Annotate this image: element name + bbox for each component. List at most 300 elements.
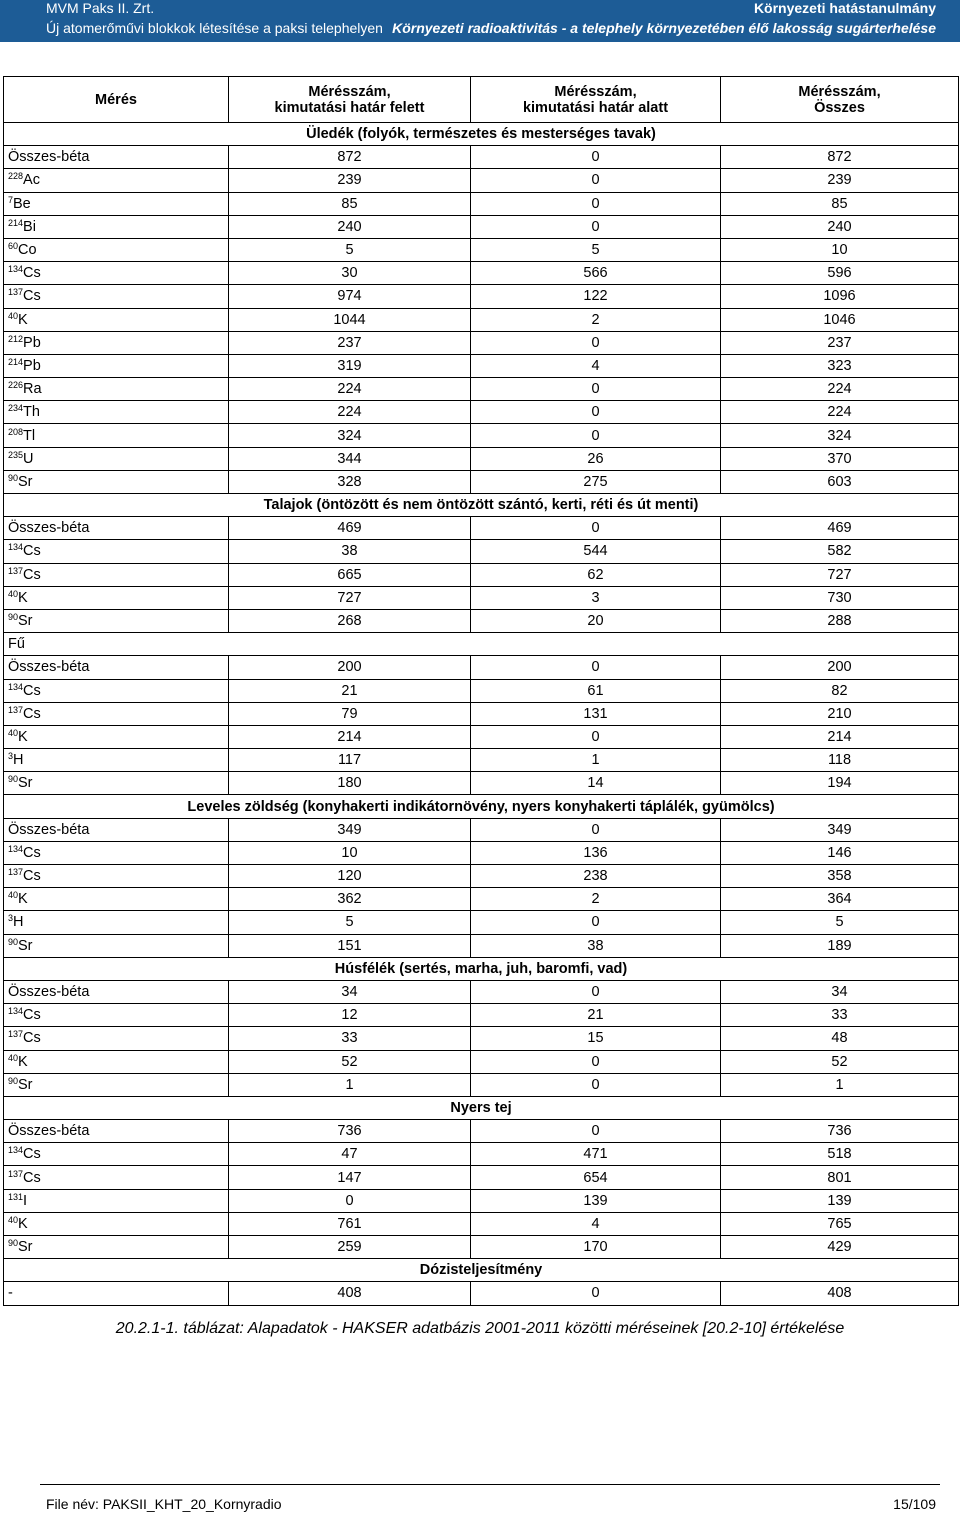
count-below-cell: 0 (471, 1282, 721, 1305)
header-chapter: Környezeti radioaktivitás - a telephely környezetében élő lakosság sugárterhelése (392, 20, 936, 36)
nuclide-cell (4, 818, 229, 841)
count-below-cell: 61 (471, 679, 721, 702)
table-row (4, 1004, 959, 1027)
count-total-cell: 469 (721, 517, 959, 540)
table-row (4, 1212, 959, 1235)
table-row (4, 470, 959, 493)
section-header-row (4, 123, 959, 146)
table-row (4, 262, 959, 285)
count-total-cell: 370 (721, 447, 959, 470)
nuclide-symbol: Tl (23, 427, 36, 444)
count-total-cell: 240 (721, 215, 959, 238)
table-row (4, 609, 959, 632)
table-row (4, 1143, 959, 1166)
nuclide-symbol: Ra (23, 381, 42, 398)
nuclide-cell (4, 354, 229, 377)
nuclide-symbol: Ac (23, 172, 40, 189)
col-header-measure: Mérés (4, 77, 229, 123)
mass-number: 134 (8, 843, 24, 854)
table-row (4, 980, 959, 1003)
table-row (4, 354, 959, 377)
section-title: Nyers tej (4, 1096, 959, 1119)
mass-number: 40 (8, 1052, 19, 1063)
count-above-cell: 727 (229, 586, 471, 609)
count-below-cell: 0 (471, 517, 721, 540)
nuclide-symbol: K (18, 1215, 28, 1232)
table-row (4, 424, 959, 447)
table-row (4, 841, 959, 864)
nuclide-cell (4, 656, 229, 679)
count-below-cell: 544 (471, 540, 721, 563)
count-above-cell: 349 (229, 818, 471, 841)
count-above-cell: 0 (229, 1189, 471, 1212)
count-above-cell: 319 (229, 354, 471, 377)
nuclide-cell (4, 911, 229, 934)
nuclide-symbol: Pb (23, 334, 41, 351)
mass-number: 3 (8, 913, 14, 924)
nuclide-symbol: - (8, 1285, 13, 1302)
table-row (4, 1120, 959, 1143)
count-below-cell: 0 (471, 980, 721, 1003)
table-row (4, 702, 959, 725)
mass-number: 235 (8, 449, 24, 460)
count-total-cell: 52 (721, 1050, 959, 1073)
count-total-cell: 10 (721, 238, 959, 261)
count-above-cell: 665 (229, 563, 471, 586)
mass-number: 60 (8, 241, 19, 252)
count-below-cell: 0 (471, 1050, 721, 1073)
count-total-cell: 288 (721, 609, 959, 632)
nuclide-cell (4, 1027, 229, 1050)
table-row (4, 192, 959, 215)
count-total-cell: 596 (721, 262, 959, 285)
nuclide-cell (4, 401, 229, 424)
count-above-cell: 5 (229, 238, 471, 261)
nuclide-symbol: K (18, 891, 28, 908)
nuclide-symbol: Th (23, 404, 40, 421)
count-below-cell: 238 (471, 865, 721, 888)
table-row (4, 865, 959, 888)
count-below-cell: 4 (471, 354, 721, 377)
nuclide-cell (4, 262, 229, 285)
count-above-cell: 736 (229, 1120, 471, 1143)
mass-number: 137 (8, 704, 24, 715)
mass-number: 134 (8, 681, 24, 692)
nuclide-cell (4, 1073, 229, 1096)
table-row (4, 749, 959, 772)
mass-number: 212 (8, 333, 24, 344)
nuclide-symbol: Cs (23, 1169, 41, 1186)
nuclide-symbol: H (13, 752, 24, 769)
nuclide-cell (4, 1120, 229, 1143)
count-total-cell: 730 (721, 586, 959, 609)
mass-number: 234 (8, 403, 24, 414)
table-row (4, 1166, 959, 1189)
nuclide-symbol: Cs (23, 705, 41, 722)
mass-number: 90 (8, 1238, 19, 1249)
table-row (4, 215, 959, 238)
section-title: Dózisteljesítmény (4, 1259, 959, 1282)
count-total-cell: 1 (721, 1073, 959, 1096)
footer-divider (40, 1484, 940, 1485)
mass-number: 90 (8, 774, 19, 785)
header-company: MVM Paks II. Zrt. (46, 0, 155, 16)
count-above-cell: 52 (229, 1050, 471, 1073)
count-below-cell: 2 (471, 308, 721, 331)
section-title: Fű (4, 633, 959, 656)
nuclide-symbol: Összes-béta (8, 520, 90, 537)
nuclide-cell (4, 424, 229, 447)
nuclide-symbol: Sr (18, 1076, 33, 1093)
mass-number: 40 (8, 890, 19, 901)
mass-number: 90 (8, 1075, 19, 1086)
nuclide-symbol: Co (18, 242, 37, 259)
count-below-cell: 131 (471, 702, 721, 725)
mass-number: 137 (8, 867, 24, 878)
count-above-cell: 237 (229, 331, 471, 354)
count-total-cell: 408 (721, 1282, 959, 1305)
count-total-cell: 214 (721, 725, 959, 748)
header-document-type: Környezeti hatástanulmány (753, 0, 936, 16)
count-total-cell: 872 (721, 146, 959, 169)
count-total-cell: 349 (721, 818, 959, 841)
count-total-cell: 224 (721, 401, 959, 424)
count-total-cell: 1046 (721, 308, 959, 331)
nuclide-cell (4, 447, 229, 470)
nuclide-cell (4, 169, 229, 192)
table-row (4, 656, 959, 679)
nuclide-cell (4, 609, 229, 632)
nuclide-symbol: Sr (18, 613, 33, 630)
count-total-cell: 429 (721, 1236, 959, 1259)
nuclide-symbol: Cs (23, 682, 41, 699)
nuclide-cell (4, 586, 229, 609)
nuclide-cell (4, 285, 229, 308)
count-below-cell: 1 (471, 749, 721, 772)
count-above-cell: 200 (229, 656, 471, 679)
nuclide-symbol: K (18, 1053, 28, 1070)
table-row (4, 540, 959, 563)
nuclide-cell (4, 331, 229, 354)
nuclide-symbol: Sr (18, 937, 33, 954)
nuclide-cell (4, 679, 229, 702)
count-above-cell: 47 (229, 1143, 471, 1166)
nuclide-cell (4, 702, 229, 725)
count-below-cell: 0 (471, 146, 721, 169)
nuclide-cell (4, 1189, 229, 1212)
table-row (4, 563, 959, 586)
page-header (0, 0, 960, 42)
nuclide-cell (4, 146, 229, 169)
count-below-cell: 0 (471, 192, 721, 215)
count-total-cell: 194 (721, 772, 959, 795)
count-above-cell: 117 (229, 749, 471, 772)
count-below-cell: 5 (471, 238, 721, 261)
nuclide-symbol: Cs (23, 844, 41, 861)
count-total-cell: 82 (721, 679, 959, 702)
count-total-cell: 239 (721, 169, 959, 192)
count-total-cell: 85 (721, 192, 959, 215)
table-row (4, 1282, 959, 1305)
count-total-cell: 34 (721, 980, 959, 1003)
count-total-cell: 518 (721, 1143, 959, 1166)
table-row (4, 586, 959, 609)
section-title: Húsfélék (sertés, marha, juh, baromfi, vad) (4, 957, 959, 980)
count-total-cell: 224 (721, 378, 959, 401)
table-row (4, 1189, 959, 1212)
count-total-cell: 324 (721, 424, 959, 447)
nuclide-symbol: Cs (23, 868, 41, 885)
section-header-row (4, 1096, 959, 1119)
table-row (4, 911, 959, 934)
nuclide-symbol: Be (13, 195, 31, 212)
mass-number: 90 (8, 612, 19, 623)
count-below-cell: 0 (471, 725, 721, 748)
nuclide-cell (4, 1004, 229, 1027)
table-row (4, 1236, 959, 1259)
count-total-cell: 358 (721, 865, 959, 888)
nuclide-cell (4, 725, 229, 748)
count-total-cell: 237 (721, 331, 959, 354)
mass-number: 137 (8, 1029, 24, 1040)
nuclide-cell (4, 888, 229, 911)
mass-number: 134 (8, 1145, 24, 1156)
count-above-cell: 1 (229, 1073, 471, 1096)
count-above-cell: 344 (229, 447, 471, 470)
nuclide-cell (4, 1212, 229, 1235)
nuclide-symbol: Cs (23, 543, 41, 560)
mass-number: 137 (8, 565, 24, 576)
count-above-cell: 324 (229, 424, 471, 447)
count-total-cell: 765 (721, 1212, 959, 1235)
count-below-cell: 471 (471, 1143, 721, 1166)
mass-number: 90 (8, 472, 19, 483)
count-below-cell: 38 (471, 934, 721, 957)
mass-number: 226 (8, 380, 24, 391)
mass-number: 40 (8, 727, 19, 738)
col-header-total: Mérésszám, Összes (721, 77, 959, 123)
nuclide-symbol: Pb (23, 357, 41, 374)
count-total-cell: 146 (721, 841, 959, 864)
count-above-cell: 79 (229, 702, 471, 725)
nuclide-symbol: Sr (18, 775, 33, 792)
nuclide-cell (4, 470, 229, 493)
header-project: Új atomerőművi blokkok létesítése a paksi telephelyen (46, 20, 383, 36)
mass-number: 134 (8, 264, 24, 275)
nuclide-cell (4, 1282, 229, 1305)
nuclide-cell (4, 215, 229, 238)
nuclide-symbol: Sr (18, 1239, 33, 1256)
count-above-cell: 239 (229, 169, 471, 192)
mass-number: 214 (8, 217, 24, 228)
table-row (4, 772, 959, 795)
count-total-cell: 118 (721, 749, 959, 772)
count-below-cell: 21 (471, 1004, 721, 1027)
nuclide-cell (4, 934, 229, 957)
col-header-above: Mérésszám, kimutatási határ felett (229, 77, 471, 123)
nuclide-cell (4, 772, 229, 795)
count-total-cell: 33 (721, 1004, 959, 1027)
table-row (4, 517, 959, 540)
mass-number: 131 (8, 1191, 24, 1202)
table-row (4, 725, 959, 748)
section-header-row (4, 795, 959, 818)
count-above-cell: 240 (229, 215, 471, 238)
count-total-cell: 210 (721, 702, 959, 725)
count-below-cell: 122 (471, 285, 721, 308)
count-below-cell: 170 (471, 1236, 721, 1259)
footer-page-number: 15/109 (893, 1496, 936, 1512)
count-above-cell: 761 (229, 1212, 471, 1235)
section-title: Talajok (öntözött és nem öntözött szántó, kerti, réti és út menti) (4, 494, 959, 517)
count-above-cell: 974 (229, 285, 471, 308)
mass-number: 40 (8, 588, 19, 599)
nuclide-cell (4, 238, 229, 261)
table-row (4, 1027, 959, 1050)
nuclide-symbol: I (23, 1192, 28, 1209)
nuclide-cell (4, 192, 229, 215)
section-title: Leveles zöldség (konyhakerti indikátornövény, nyers konyhakerti táplálék, gyümölcs) (4, 795, 959, 818)
count-above-cell: 328 (229, 470, 471, 493)
count-above-cell: 224 (229, 378, 471, 401)
table-row (4, 308, 959, 331)
count-total-cell: 736 (721, 1120, 959, 1143)
nuclide-symbol: Cs (23, 1007, 41, 1024)
table-row (4, 1073, 959, 1096)
count-above-cell: 34 (229, 980, 471, 1003)
count-above-cell: 408 (229, 1282, 471, 1305)
count-above-cell: 151 (229, 934, 471, 957)
count-below-cell: 139 (471, 1189, 721, 1212)
count-above-cell: 120 (229, 865, 471, 888)
nuclide-cell (4, 517, 229, 540)
nuclide-symbol: K (18, 311, 28, 328)
section-header-row (4, 957, 959, 980)
count-below-cell: 62 (471, 563, 721, 586)
section-title: Üledék (folyók, természetes és mesterséges tavak) (4, 123, 959, 146)
count-above-cell: 38 (229, 540, 471, 563)
section-header-row (4, 1259, 959, 1282)
count-above-cell: 1044 (229, 308, 471, 331)
mass-number: 228 (8, 171, 24, 182)
nuclide-symbol: Összes-béta (8, 659, 90, 676)
table-row (4, 447, 959, 470)
count-above-cell: 259 (229, 1236, 471, 1259)
count-below-cell: 654 (471, 1166, 721, 1189)
count-total-cell: 139 (721, 1189, 959, 1212)
section-header-row (4, 494, 959, 517)
count-below-cell: 0 (471, 1120, 721, 1143)
nuclide-cell (4, 563, 229, 586)
count-below-cell: 275 (471, 470, 721, 493)
mass-number: 214 (8, 356, 24, 367)
table-row (4, 401, 959, 424)
count-below-cell: 136 (471, 841, 721, 864)
count-below-cell: 0 (471, 818, 721, 841)
count-below-cell: 0 (471, 424, 721, 447)
count-below-cell: 0 (471, 911, 721, 934)
mass-number: 137 (8, 287, 24, 298)
table-row (4, 238, 959, 261)
count-total-cell: 582 (721, 540, 959, 563)
count-total-cell: 801 (721, 1166, 959, 1189)
nuclide-cell (4, 980, 229, 1003)
mass-number: 7 (8, 194, 14, 205)
count-above-cell: 224 (229, 401, 471, 424)
count-above-cell: 872 (229, 146, 471, 169)
count-total-cell: 5 (721, 911, 959, 934)
nuclide-cell (4, 540, 229, 563)
table-row (4, 1050, 959, 1073)
count-below-cell: 566 (471, 262, 721, 285)
count-below-cell: 0 (471, 401, 721, 424)
table-row (4, 934, 959, 957)
mass-number: 40 (8, 1214, 19, 1225)
count-below-cell: 2 (471, 888, 721, 911)
nuclide-cell (4, 1166, 229, 1189)
count-below-cell: 0 (471, 169, 721, 192)
table-row (4, 378, 959, 401)
count-above-cell: 10 (229, 841, 471, 864)
count-below-cell: 4 (471, 1212, 721, 1235)
count-above-cell: 214 (229, 725, 471, 748)
count-total-cell: 189 (721, 934, 959, 957)
table-row (4, 285, 959, 308)
table-row (4, 818, 959, 841)
count-above-cell: 469 (229, 517, 471, 540)
nuclide-cell (4, 1050, 229, 1073)
table-row (4, 679, 959, 702)
count-total-cell: 200 (721, 656, 959, 679)
count-above-cell: 30 (229, 262, 471, 285)
nuclide-symbol: Összes-béta (8, 984, 90, 1001)
table-caption: 20.2.1-1. táblázat: Alapadatok - HAKSER adatbázis 2001-2011 közötti méréseinek [20.2-10] értékelése (115, 1320, 845, 1337)
mass-number: 3 (8, 751, 14, 762)
count-below-cell: 0 (471, 378, 721, 401)
count-total-cell: 48 (721, 1027, 959, 1050)
count-above-cell: 180 (229, 772, 471, 795)
count-above-cell: 268 (229, 609, 471, 632)
count-total-cell: 603 (721, 470, 959, 493)
footer-file-name: File név: PAKSII_KHT_20_Kornyradio (46, 1496, 282, 1512)
nuclide-symbol: K (18, 728, 28, 745)
table-header-row (4, 77, 959, 123)
nuclide-cell (4, 308, 229, 331)
nuclide-symbol: Cs (23, 566, 41, 583)
nuclide-symbol: Cs (23, 1030, 41, 1047)
nuclide-symbol: Cs (23, 1146, 41, 1163)
section-header-row (4, 633, 959, 656)
nuclide-cell (4, 1143, 229, 1166)
table-body (4, 123, 959, 1306)
count-below-cell: 15 (471, 1027, 721, 1050)
count-above-cell: 362 (229, 888, 471, 911)
table-row (4, 146, 959, 169)
count-below-cell: 20 (471, 609, 721, 632)
nuclide-symbol: Összes-béta (8, 149, 90, 166)
nuclide-symbol: Cs (23, 288, 41, 305)
nuclide-symbol: Cs (23, 265, 41, 282)
table-row (4, 888, 959, 911)
count-below-cell: 0 (471, 215, 721, 238)
nuclide-symbol: Összes-béta (8, 1123, 90, 1140)
count-above-cell: 147 (229, 1166, 471, 1189)
mass-number: 134 (8, 1006, 24, 1017)
count-below-cell: 0 (471, 1073, 721, 1096)
nuclide-symbol: Sr (18, 473, 33, 490)
mass-number: 134 (8, 542, 24, 553)
mass-number: 90 (8, 936, 19, 947)
